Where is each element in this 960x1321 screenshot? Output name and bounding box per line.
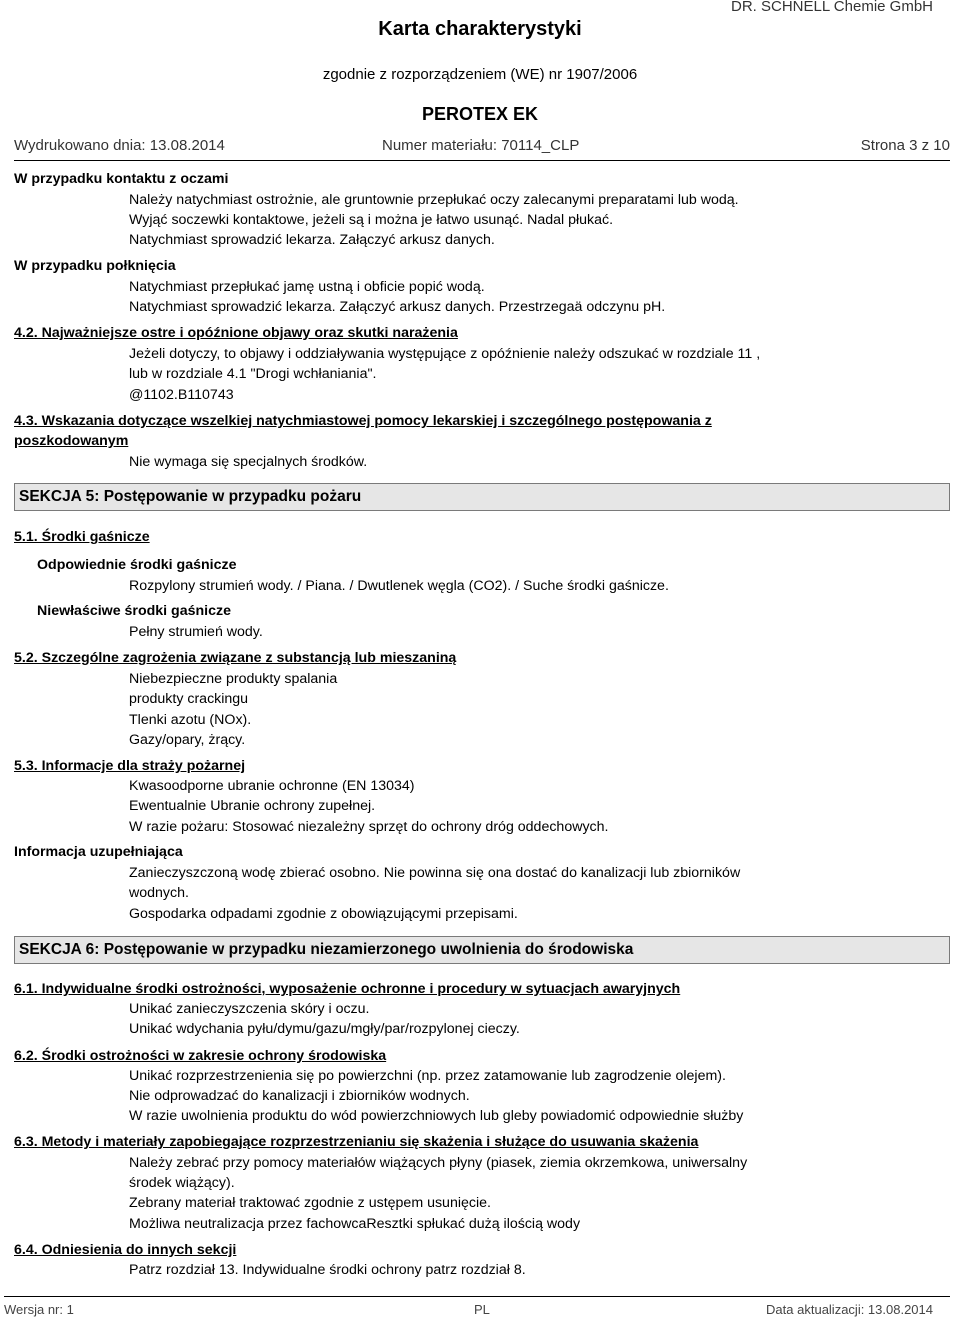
subsection-5-3-heading: 5.3. Informacje dla straży pożarnej	[14, 758, 246, 774]
update-date: Data aktualizacji: 13.08.2014	[766, 1302, 933, 1317]
s6-2-line-2: Nie odprowadzać do kanalizacji i zbiorników wodnych.	[129, 1088, 470, 1104]
subsection-4-3-heading-cont: poszkodowanym	[14, 433, 129, 449]
eyes-line-3: Natychmiast sprowadzić lekarza. Załączyć arkusz danych.	[129, 232, 495, 248]
s5-2-line-3: Tlenki azotu (NOx).	[129, 712, 252, 728]
info-line-3: Gospodarka odpadami zgodnie z obowiązującymi przepisami.	[129, 906, 518, 922]
s5-2-line-2: produkty crackingu	[129, 691, 249, 707]
regulation-line: zgodnie z rozporządzeniem (WE) nr 1907/2006	[322, 66, 638, 83]
s6-3-line-1: Należy zebrać przy pomocy materiałów wiążących płyny (piasek, ziemia okrzemkowa, uniwersalny	[129, 1155, 748, 1171]
company-name: DR. SCHNELL Chemie GmbH	[731, 0, 933, 15]
language-code: PL	[474, 1302, 490, 1317]
section-5-title: SEKCJA 5: Postępowanie w przypadku pożaru	[19, 488, 362, 505]
s6-4-line-1: Patrz rozdział 13. Indywidualne środki ochrony patrz rozdział 8.	[129, 1262, 526, 1278]
subsection-4-2-heading: 4.2. Najważniejsze ostre i opóźnione objawy oraz skutki narażenia	[14, 325, 458, 341]
swallow-line-2: Natychmiast sprowadzić lekarza. Załączyć arkusz danych. Przestrzegaä odczynu pH.	[129, 299, 666, 315]
subsection-6-2-heading: 6.2. Środki ostrożności w zakresie ochrony środowiska	[14, 1048, 387, 1064]
subsection-6-3-heading: 6.3. Metody i materiały zapobiegające rozprzestrzenianiu się skażenia i służące do usuwania skażenia	[14, 1134, 699, 1150]
additional-info-heading: Informacja uzupełniająca	[14, 844, 183, 860]
subsection-5-1-heading: 5.1. Środki gaśnicze	[14, 529, 150, 545]
swallow-heading: W przypadku połknięcia	[14, 258, 176, 274]
header-divider	[14, 160, 950, 161]
s4-2-line-1: Jeżeli dotyczy, to objawy i oddziaływania występujące z opóźnienie należy odszukać w rozdziale 11 ,	[129, 346, 761, 362]
unsuitable-media: Pełny strumień wody.	[129, 624, 263, 640]
unsuitable-media-label: Niewłaściwe środki gaśnicze	[37, 603, 231, 619]
s6-2-line-1: Unikać rozprzestrzenienia się po powierzchni (np. przez zatamowanie lub zagrodzenie olejem).	[129, 1068, 726, 1084]
subsection-4-3-heading: 4.3. Wskazania dotyczące wszelkiej natychmiastowej pomocy lekarskiej i szczególnego postępowania z	[14, 413, 712, 429]
header-info-row	[14, 137, 950, 157]
suitable-media-label: Odpowiednie środki gaśnicze	[37, 557, 237, 573]
s6-3-line-4: Możliwa neutralizacja przez fachowcaResztki spłukać dużą ilością wody	[129, 1216, 581, 1232]
s6-1-line-1: Unikać zanieczyszczenia skóry i oczu.	[129, 1001, 370, 1017]
section-6-header	[14, 936, 950, 964]
s4-2-line-2: lub w rozdziale 4.1 "Drogi wchłaniania".	[129, 366, 377, 382]
info-line-2: wodnych.	[129, 885, 189, 901]
s5-2-line-1: Niebezpieczne produkty spalania	[129, 671, 338, 687]
material-number: Numer materiału: 70114_CLP	[382, 137, 580, 154]
eyes-line-2: Wyjąć soczewki kontaktowe, jeżeli są i można je łatwo usunąć. Nadal płukać.	[129, 212, 614, 228]
product-name: PEROTEX EK	[421, 104, 539, 124]
s5-2-line-4: Gazy/opary, żrący.	[129, 732, 246, 748]
printed-date: Wydrukowano dnia: 13.08.2014	[14, 137, 225, 154]
version-number: Wersja nr: 1	[4, 1302, 74, 1317]
document-title: Karta charakterystyki	[378, 18, 582, 40]
footer-divider	[4, 1296, 950, 1297]
subsection-6-1-heading: 6.1. Indywidualne środki ostrożności, wyposażenie ochronne i procedury w sytuacjach awaryjnych	[14, 981, 681, 997]
s6-3-line-2: środek wiążący).	[129, 1175, 235, 1191]
subsection-6-4-heading: 6.4. Odniesienia do innych sekcji	[14, 1242, 237, 1258]
subsection-5-2-heading: 5.2. Szczególne zagrożenia związane z substancją lub mieszaniną	[14, 650, 457, 666]
section-5-header	[14, 483, 950, 511]
s5-3-line-2: Ewentualnie Ubranie ochrony zupełnej.	[129, 798, 376, 814]
eyes-line-1: Należy natychmiast ostrożnie, ale gruntownie przepłukać oczy zalecanymi preparatami lub wodą.	[129, 192, 739, 208]
page-number: Strona 3 z 10	[860, 137, 950, 154]
s6-1-line-2: Unikać wdychania pyłu/dymu/gazu/mgły/par/rozpylonej cieczy.	[129, 1021, 520, 1037]
s4-3-line-1: Nie wymaga się specjalnych środków.	[129, 454, 368, 470]
info-line-1: Zanieczyszczoną wodę zbierać osobno. Nie powinna się ona dostać do kanalizacji lub zbiorników	[129, 865, 741, 881]
s5-3-line-3: W razie pożaru: Stosować niezależny sprzęt do ochrony dróg oddechowych.	[129, 819, 609, 835]
s6-2-line-3: W razie uwolnienia produktu do wód powierzchniowych lub gleby powiadomić odpowiednie służby	[129, 1108, 744, 1124]
s6-3-line-3: Zebrany materiał traktować zgodnie z ustępem usunięcie.	[129, 1195, 491, 1211]
swallow-line-1: Natychmiast przepłukać jamę ustną i obficie popić wodą.	[129, 279, 485, 295]
suitable-media: Rozpylony strumień wody. / Piana. / Dwutlenek węgla (CO2). / Suche środki gaśnicze.	[129, 578, 669, 594]
section-6-title: SEKCJA 6: Postępowanie w przypadku niezamierzonego uwolnienia do środowiska	[19, 941, 634, 958]
eyes-heading: W przypadku kontaktu z oczami	[14, 171, 229, 187]
s4-2-line-3: @1102.B110743	[129, 387, 234, 403]
footer-row	[4, 1302, 933, 1320]
s5-3-line-1: Kwasoodporne ubranie ochronne (EN 13034)	[129, 778, 415, 794]
